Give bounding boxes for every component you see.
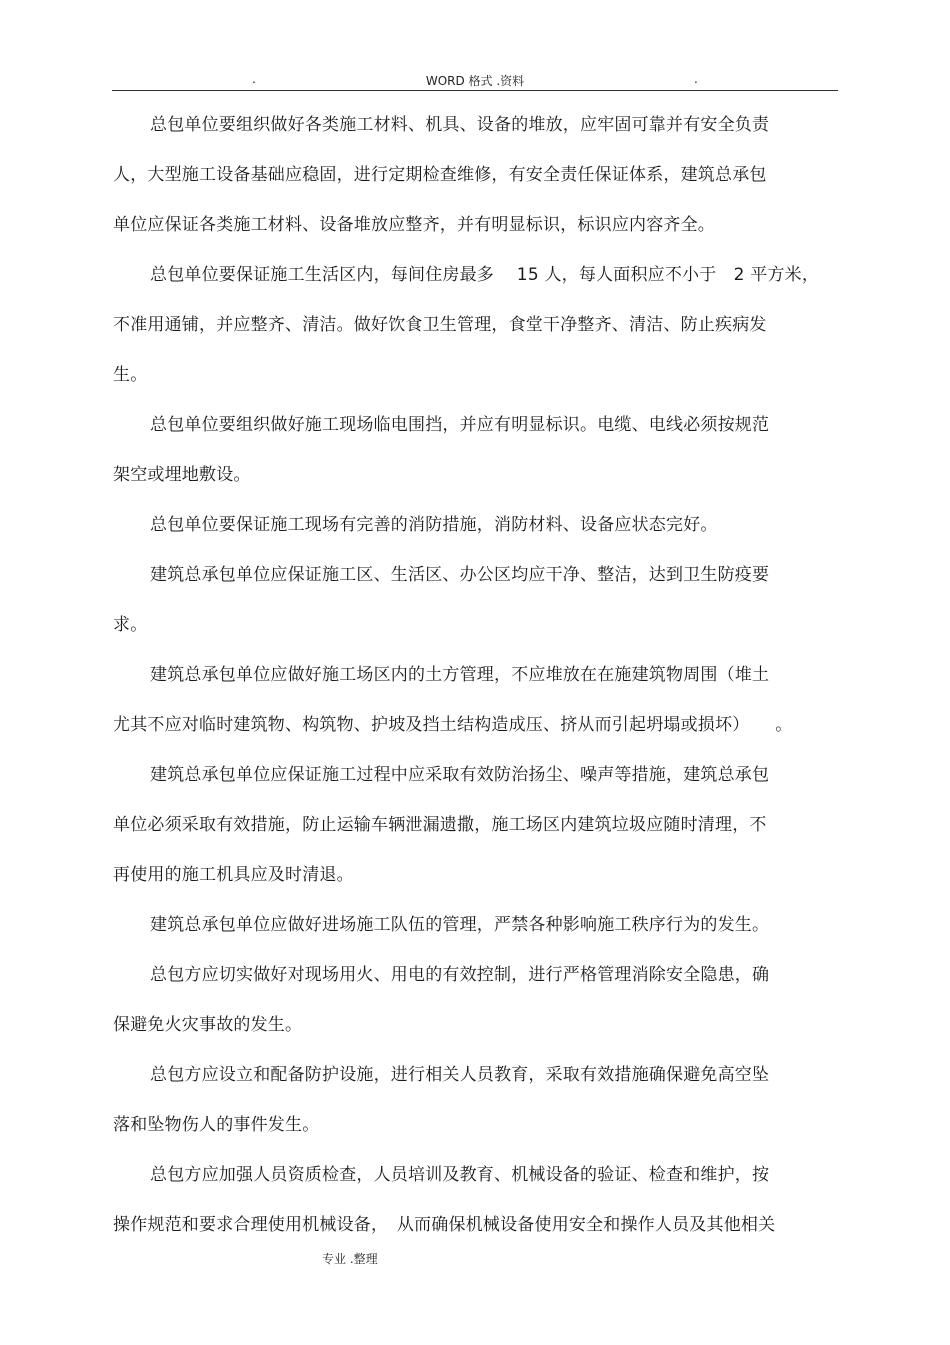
- paragraph-line: 落和坠物伤人的事件发生。: [113, 1115, 320, 1135]
- paragraph-line: 单位应保证各类施工材料、设备堆放应整齐，并有明显标识，标识应内容齐全。: [113, 215, 715, 235]
- paragraph-line: 不准用通铺，并应整齐、清洁。做好饮食卫生管理，食堂干净整齐、清洁、防止疾病发: [113, 315, 767, 335]
- page-footer: 专业 .整理: [322, 1252, 378, 1266]
- paragraph-line: 建筑总承包单位应保证施工过程中应采取有效防治扬尘、噪声等措施，建筑总承包: [150, 765, 770, 785]
- paragraph-line: 操作规范和要求合理使用机械设备， 从而确保机械设备使用安全和操作人员及其他相关: [113, 1215, 776, 1235]
- header-title: WORD 格式 .资料: [425, 74, 525, 88]
- paragraph-line: 总包方应加强人员资质检查，人员培训及教育、机械设备的验证、检查和维护，按: [150, 1165, 770, 1185]
- paragraph-line: 尤其不应对临时建筑物、构筑物、护坡及挡土结构造成压、挤从而引起坍塌或损坏） 。: [113, 715, 793, 735]
- paragraph-line: 生。: [113, 365, 148, 385]
- paragraph-line: 总包单位要保证施工生活区内，每间住房最多 15 人，每人面积应不小于 2 平方米，: [150, 265, 820, 285]
- paragraph-line: 总包方应设立和配备防护设施，进行相关人员教育，采取有效措施确保避免高空坠: [150, 1065, 770, 1085]
- paragraph-line: 保避免火灾事故的发生。: [113, 1015, 303, 1035]
- document-body: [113, 100, 833, 1250]
- header-rule: [112, 90, 838, 91]
- paragraph-line: 建筑总承包单位应做好施工场区内的土方管理，不应堆放在在施建筑物周围（堆土: [150, 665, 770, 685]
- paragraph-line: 建筑总承包单位应保证施工区、生活区、办公区均应干净、整洁，达到卫生防疫要: [150, 565, 770, 585]
- paragraph-line: 单位必须采取有效措施，防止运输车辆泄漏遗撒，施工场区内建筑垃圾应随时清理，不: [113, 815, 767, 835]
- paragraph-line: 建筑总承包单位应做好进场施工队伍的管理，严禁各种影响施工秩序行为的发生。: [150, 915, 770, 935]
- paragraph-line: 架空或埋地敷设。: [113, 465, 251, 485]
- page-header: [112, 68, 838, 92]
- paragraph-line: 总包方应切实做好对现场用火、用电的有效控制，进行严格管理消除安全隐患，确: [150, 965, 770, 985]
- paragraph-line: 总包单位要保证施工现场有完善的消防措施，消防材料、设备应状态完好。: [150, 515, 718, 535]
- paragraph-line: 总包单位要组织做好各类施工材料、机具、设备的堆放，应牢固可靠并有安全负责: [150, 115, 770, 135]
- header-dot-left: .: [252, 72, 256, 86]
- header-dot-right: .: [694, 72, 698, 86]
- paragraph-line: 总包单位要组织做好施工现场临电围挡，并应有明显标识。电缆、电线必须按规范: [150, 415, 770, 435]
- paragraph-line: 再使用的施工机具应及时清退。: [113, 865, 354, 885]
- paragraph-line: 人，大型施工设备基础应稳固，进行定期检查维修，有安全责任保证体系，建筑总承包: [113, 165, 767, 185]
- paragraph-line: 求。: [113, 615, 148, 635]
